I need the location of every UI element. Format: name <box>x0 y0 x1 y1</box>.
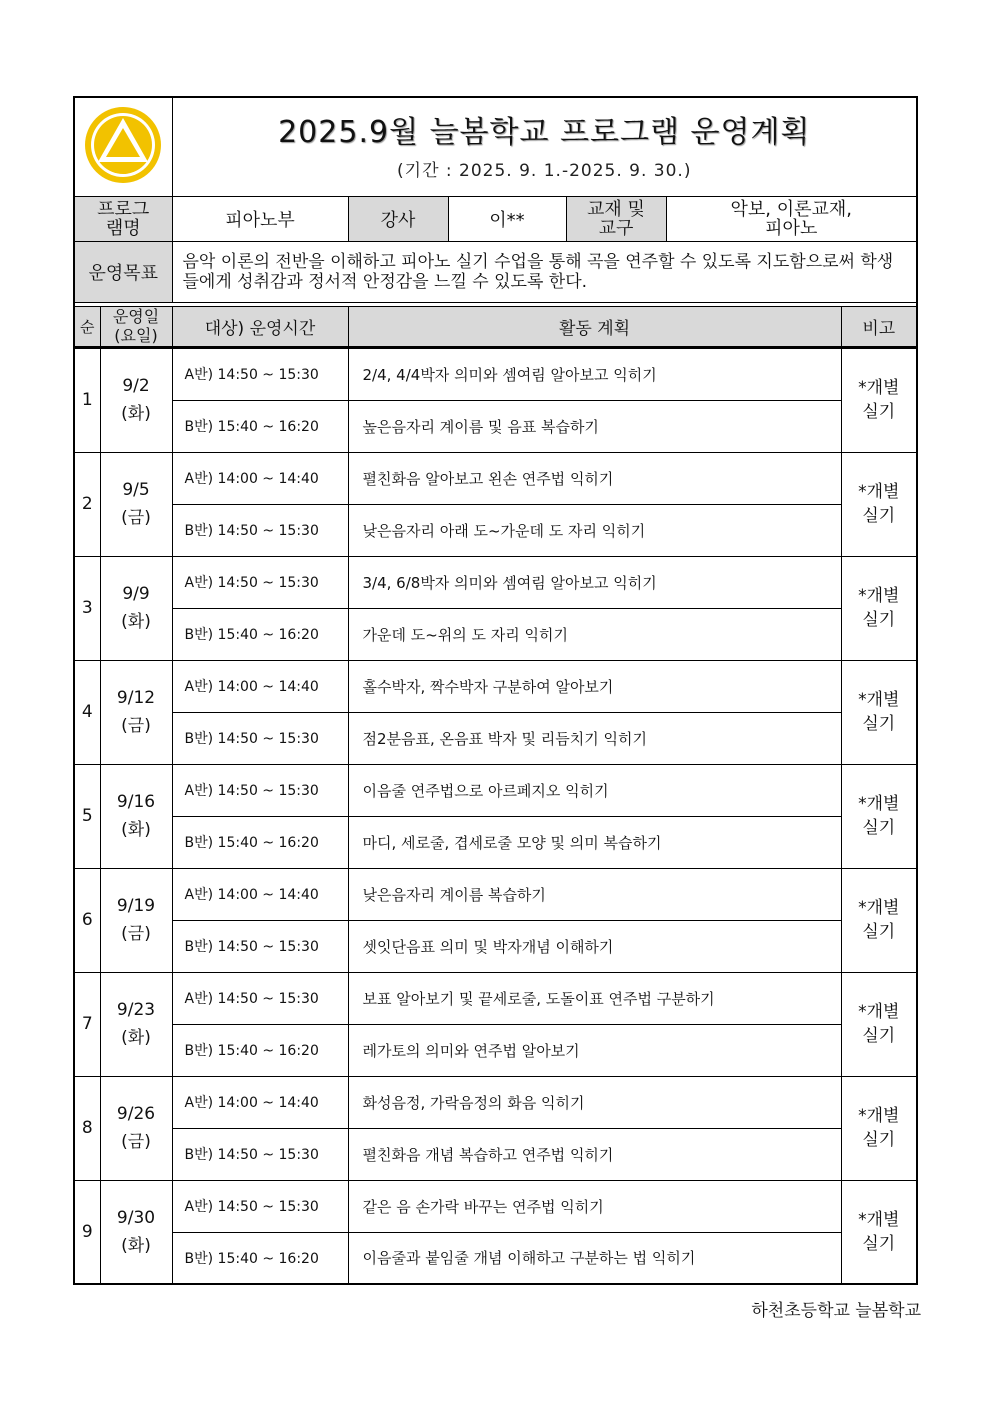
class-a-time: A반) 14:50 ~ 15:30 <box>172 556 348 608</box>
column-header-row <box>74 307 917 347</box>
col-note: 비고 <box>841 307 917 347</box>
session-date: 9/26 (금) <box>100 1076 172 1180</box>
session-date: 9/30 (화) <box>100 1180 172 1284</box>
class-b-activity: 이음줄과 붙임줄 개념 이해하고 구분하는 법 익히기 <box>348 1232 841 1284</box>
session-number: 6 <box>74 868 100 972</box>
class-a-activity: 같은 음 손가락 바꾸는 연주법 익히기 <box>348 1180 841 1232</box>
page-title: 2025.9월 늘봄학교 프로그램 운영계획 <box>278 114 811 150</box>
session-row-a <box>74 1180 917 1232</box>
session-note: *개별 실기 <box>841 1180 917 1284</box>
col-date: 운영일 (요일) <box>100 307 172 347</box>
session-row-b <box>74 1232 917 1284</box>
session-row-b <box>74 816 917 868</box>
session-row-a <box>74 660 917 712</box>
class-a-activity: 홀수박자, 짝수박자 구분하여 알아보기 <box>348 660 841 712</box>
class-b-time: B반) 14:50 ~ 15:30 <box>172 504 348 556</box>
session-number: 1 <box>74 348 100 452</box>
session-row-b <box>74 608 917 660</box>
class-a-activity: 펼친화음 알아보고 왼손 연주법 익히기 <box>348 452 841 504</box>
class-a-time: A반) 14:00 ~ 14:40 <box>172 1076 348 1128</box>
session-row-b <box>74 400 917 452</box>
session-number: 9 <box>74 1180 100 1284</box>
teacher-value: 이** <box>448 197 566 242</box>
goal-label: 운영목표 <box>74 242 172 303</box>
session-note: *개별 실기 <box>841 452 917 556</box>
info-row <box>74 197 917 242</box>
session-number: 4 <box>74 660 100 764</box>
period-text: (기간 : 2025. 9. 1.-2025. 9. 30.) <box>397 160 692 181</box>
session-date: 9/2 (화) <box>100 348 172 452</box>
class-a-time: A반) 14:50 ~ 15:30 <box>172 972 348 1024</box>
class-b-time: B반) 14:50 ~ 15:30 <box>172 712 348 764</box>
session-row-b <box>74 920 917 972</box>
class-a-activity: 2/4, 4/4박자 의미와 셈여림 알아보고 익히기 <box>348 348 841 400</box>
material-value: 악보, 이론교재, 피아노 <box>666 197 917 242</box>
header-row <box>74 97 917 197</box>
session-number: 7 <box>74 972 100 1076</box>
title-cell <box>172 97 917 197</box>
session-number: 3 <box>74 556 100 660</box>
class-b-activity: 점2분음표, 온음표 박자 및 리듬치기 익히기 <box>348 712 841 764</box>
goal-row <box>74 242 917 303</box>
schedule-table <box>73 348 918 1286</box>
session-date: 9/5 (금) <box>100 452 172 556</box>
class-a-activity: 낮은음자리 계이름 복습하기 <box>348 868 841 920</box>
program-value: 피아노부 <box>172 197 348 242</box>
class-b-time: B반) 14:50 ~ 15:30 <box>172 920 348 972</box>
session-row-a <box>74 764 917 816</box>
session-number: 5 <box>74 764 100 868</box>
col-activity: 활동 계획 <box>348 307 841 347</box>
class-b-activity: 레가토의 의미와 연주법 알아보기 <box>348 1024 841 1076</box>
session-row-b <box>74 712 917 764</box>
session-number: 2 <box>74 452 100 556</box>
class-b-activity: 셋잇단음표 의미 및 박자개념 이해하기 <box>348 920 841 972</box>
plan-table <box>73 96 918 348</box>
session-note: *개별 실기 <box>841 764 917 868</box>
class-b-activity: 높은음자리 계이름 및 음표 복습하기 <box>348 400 841 452</box>
session-row-a <box>74 868 917 920</box>
class-b-activity: 펼친화음 개념 복습하고 연주법 익히기 <box>348 1128 841 1180</box>
session-date: 9/12 (금) <box>100 660 172 764</box>
class-a-time: A반) 14:00 ~ 14:40 <box>172 660 348 712</box>
document <box>73 96 916 1285</box>
class-b-time: B반) 15:40 ~ 16:20 <box>172 608 348 660</box>
teacher-label: 강사 <box>348 197 448 242</box>
session-note: *개별 실기 <box>841 556 917 660</box>
class-a-time: A반) 14:00 ~ 14:40 <box>172 868 348 920</box>
session-note: *개별 실기 <box>841 660 917 764</box>
session-row-a <box>74 972 917 1024</box>
schedule-body <box>74 348 917 1284</box>
program-label: 프로그 램명 <box>74 197 172 242</box>
session-number: 8 <box>74 1076 100 1180</box>
session-row-a <box>74 1076 917 1128</box>
class-a-activity: 3/4, 6/8박자 의미와 셈여림 알아보고 익히기 <box>348 556 841 608</box>
session-row-b <box>74 504 917 556</box>
session-date: 9/9 (화) <box>100 556 172 660</box>
session-date: 9/19 (금) <box>100 868 172 972</box>
session-note: *개별 실기 <box>841 348 917 452</box>
col-num: 순 <box>74 307 100 347</box>
session-note: *개별 실기 <box>841 972 917 1076</box>
school-logo-icon <box>82 104 164 186</box>
class-b-activity: 마디, 세로줄, 겹세로줄 모양 및 의미 복습하기 <box>348 816 841 868</box>
class-a-activity: 화성음정, 가락음정의 화음 익히기 <box>348 1076 841 1128</box>
class-a-activity: 이음줄 연주법으로 아르페지오 익히기 <box>348 764 841 816</box>
session-row-a <box>74 452 917 504</box>
session-row-b <box>74 1024 917 1076</box>
session-date: 9/16 (화) <box>100 764 172 868</box>
class-a-time: A반) 14:50 ~ 15:30 <box>172 1180 348 1232</box>
class-a-time: A반) 14:50 ~ 15:30 <box>172 348 348 400</box>
col-time: 대상) 운영시간 <box>172 307 348 347</box>
class-a-activity: 보표 알아보기 및 끝세로줄, 도돌이표 연주법 구분하기 <box>348 972 841 1024</box>
class-b-time: B반) 15:40 ~ 16:20 <box>172 816 348 868</box>
class-b-time: B반) 14:50 ~ 15:30 <box>172 1128 348 1180</box>
footer-school-name: 하천초등학교 늘봄학교 <box>751 1301 921 1321</box>
class-a-time: A반) 14:00 ~ 14:40 <box>172 452 348 504</box>
material-label: 교재 및 교구 <box>566 197 666 242</box>
class-b-activity: 낮은음자리 아래 도~가운데 도 자리 익히기 <box>348 504 841 556</box>
session-row-a <box>74 348 917 400</box>
logo-cell <box>74 97 172 197</box>
class-b-time: B반) 15:40 ~ 16:20 <box>172 1024 348 1076</box>
class-a-time: A반) 14:50 ~ 15:30 <box>172 764 348 816</box>
goal-text: 음악 이론의 전반을 이해하고 피아노 실기 수업을 통해 곡을 연주할 수 있도록 지도함으로써 학생들에게 성취감과 정서적 안정감을 느낄 수 있도록 한다. <box>172 242 917 303</box>
session-row-a <box>74 556 917 608</box>
session-note: *개별 실기 <box>841 1076 917 1180</box>
class-b-time: B반) 15:40 ~ 16:20 <box>172 1232 348 1284</box>
class-b-time: B반) 15:40 ~ 16:20 <box>172 400 348 452</box>
class-b-activity: 가운데 도~위의 도 자리 익히기 <box>348 608 841 660</box>
session-note: *개별 실기 <box>841 868 917 972</box>
session-date: 9/23 (화) <box>100 972 172 1076</box>
session-row-b <box>74 1128 917 1180</box>
